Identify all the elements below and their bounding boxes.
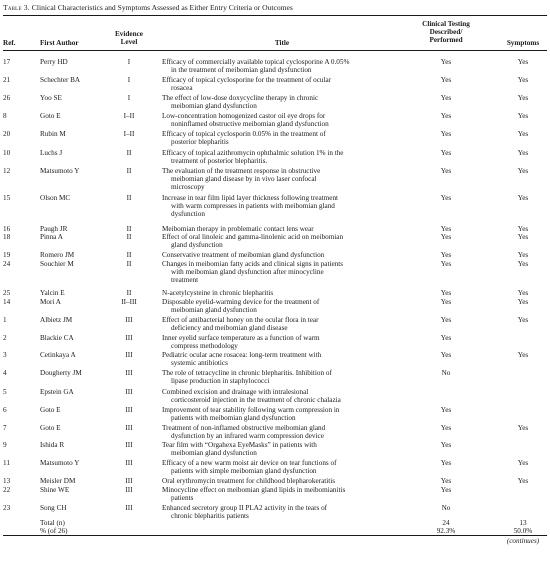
title-line: Increase in tear film lipid layer thickness following treatment (162, 194, 339, 202)
header-clinical-testing (408, 20, 484, 45)
first-author-cell: Blackie CA (40, 334, 74, 342)
title-line: Effect of antibacterial honey on the ocular flora in tear (162, 316, 319, 324)
total-symptoms-count: 13 (519, 519, 527, 527)
title-line: Minocycline effect on meibomian gland lipids in meibomianitis (162, 486, 346, 494)
ref-cell: 12 (3, 167, 11, 175)
title-line: systemic antibiotics (171, 359, 228, 367)
clinical-testing-cell: Yes (440, 316, 452, 324)
first-author-cell: Yalcin E (40, 289, 65, 297)
table-caption (3, 3, 547, 12)
header-clinical-line-1: Clinical Testing (422, 20, 470, 28)
first-author-cell: Goto E (40, 406, 61, 414)
title-line: compress methodology (171, 342, 238, 350)
evidence-level-cell: III (125, 477, 133, 485)
title-cell (162, 251, 410, 259)
title-line: rosacea (171, 84, 193, 92)
first-author-cell: Meisler DM (40, 477, 76, 485)
clinical-testing-cell: Yes (440, 441, 452, 449)
clinical-testing-cell: Yes (440, 289, 452, 297)
title-line: dysfunction (171, 210, 205, 218)
top-rule (3, 15, 547, 16)
evidence-level-cell: II (126, 260, 132, 268)
evidence-level-cell: II (126, 251, 132, 259)
total-label: Total (n) (40, 519, 65, 527)
title-cell (162, 260, 410, 284)
total-clinical-percent: 92.3% (436, 527, 456, 535)
ref-cell: 22 (3, 486, 11, 494)
evidence-level-cell: I (127, 58, 131, 66)
first-author-cell: Goto E (40, 424, 61, 432)
evidence-level-cell: I–II (123, 112, 135, 120)
evidence-level-cell: II (126, 149, 132, 157)
title-line: Meibomian therapy in problematic contact lens wear (162, 225, 314, 233)
first-author-cell: Souchier M (40, 260, 74, 268)
title-line: Treatment of non-inflamed obstructive meibomian gland (162, 424, 326, 432)
title-line: patients with meibomian gland dysfunction (171, 414, 296, 422)
symptoms-cell: Yes (517, 251, 529, 259)
title-line: Effect of oral linoleic and gamma-linolenic acid on meibomian (162, 233, 344, 241)
clinical-testing-cell: Yes (440, 167, 452, 175)
evidence-level-cell: II (126, 289, 132, 297)
title-line: meibomian gland disease by in vivo laser confocal (171, 175, 317, 183)
first-author-cell: Ishida R (40, 441, 65, 449)
title-line: Efficacy of topical cyclosporine for the treatment of ocular (162, 76, 332, 84)
ref-cell: 14 (3, 298, 11, 306)
first-author-cell: Perry HD (40, 58, 68, 66)
clinical-testing-cell: Yes (440, 225, 452, 233)
evidence-level-cell: I–II (123, 130, 135, 138)
clinical-testing-cell: Yes (440, 233, 452, 241)
title-line: Improvement of tear stability following warm compression in (162, 406, 340, 414)
ref-cell: 16 (3, 225, 11, 233)
title-cell (162, 233, 410, 249)
title-line: Tear film with “Orgahexa EyeMasks” in patients with (162, 441, 317, 449)
symptoms-cell: Yes (517, 424, 529, 432)
clinical-testing-cell: Yes (440, 58, 452, 66)
title-line: Efficacy of topical azithromycin ophthalmic solution 1% in the (162, 149, 344, 157)
title-line: patients with simple meibomian gland dysfunction (171, 467, 317, 475)
header-clinical-line-3: Performed (429, 36, 463, 45)
symptoms-cell: Yes (517, 194, 529, 202)
title-cell (162, 149, 410, 165)
ref-cell: 7 (3, 424, 7, 432)
title-line: corticosteroid injection in the treatment of chronic chalazia (171, 396, 341, 404)
title-line: Efficacy of commercially available topical cyclosporine A 0.05% (162, 58, 350, 66)
title-line: treatment of posterior blepharitis. (171, 157, 268, 165)
symptoms-cell: Yes (517, 316, 529, 324)
clinical-testing-cell: Yes (440, 260, 452, 268)
title-line: meibomian gland dysfunction (171, 449, 257, 457)
first-author-cell: Song CH (40, 504, 67, 512)
title-line: treatment (171, 276, 199, 284)
title-cell (162, 424, 410, 440)
continues-note: (continues) (506, 537, 540, 545)
clinical-testing-cell: Yes (440, 351, 452, 359)
symptoms-cell: Yes (517, 477, 529, 485)
ref-cell: 2 (3, 334, 7, 342)
title-line: Disposable eyelid-warming device for the treatment of (162, 298, 320, 306)
evidence-level-cell: II (126, 225, 132, 233)
header-evidence-line-2: Level (120, 38, 138, 47)
title-cell (162, 351, 410, 367)
ref-cell: 15 (3, 194, 11, 202)
title-line: N-acetylcysteine in chronic blepharitis (162, 289, 274, 297)
clinical-testing-cell: Yes (440, 94, 452, 102)
title-cell (162, 194, 410, 218)
title-cell (162, 441, 410, 457)
title-line: Efficacy of a new warm moist air device on tear functions of (162, 459, 337, 467)
title-line: posterior blepharitis (171, 138, 229, 146)
ref-cell: 6 (3, 406, 7, 414)
ref-cell: 5 (3, 388, 7, 396)
header-rule (3, 50, 547, 51)
symptoms-cell: Yes (517, 112, 529, 120)
clinical-testing-cell: Yes (440, 251, 452, 259)
ref-cell: 21 (3, 76, 11, 84)
first-author-cell: Yoo SE (40, 94, 62, 102)
symptoms-cell: Yes (517, 58, 529, 66)
evidence-level-cell: II (126, 194, 132, 202)
percent-label: % (of 26) (40, 527, 68, 535)
evidence-level-cell: III (125, 486, 133, 494)
symptoms-cell: Yes (517, 351, 529, 359)
title-cell (162, 459, 410, 475)
title-cell (162, 58, 410, 74)
clinical-testing-cell: Yes (440, 298, 452, 306)
ref-cell: 18 (3, 233, 11, 241)
header-symptoms: Symptoms (506, 39, 540, 47)
title-line: meibomian gland dysfunction (171, 102, 257, 110)
title-cell (162, 289, 410, 297)
title-cell (162, 76, 410, 92)
evidence-level-cell: III (125, 441, 133, 449)
ref-cell: 8 (3, 112, 7, 120)
clinical-testing-cell: Yes (440, 334, 452, 342)
clinical-testing-cell: No (441, 369, 451, 377)
title-line: gland dysfunction (171, 241, 223, 249)
clinical-testing-cell: Yes (440, 486, 452, 494)
title-line: patients (171, 494, 194, 502)
ref-cell: 25 (3, 289, 11, 297)
clinical-testing-cell: No (441, 504, 451, 512)
title-line: with meibomian gland dysfunction after minocycline (171, 268, 324, 276)
clinical-testing-cell: Yes (440, 459, 452, 467)
table-caption-text: Clinical Characteristics and Symptoms Assessed as Either Entry Criteria or Outcomes (31, 3, 293, 12)
evidence-level-cell: II–III (121, 298, 137, 306)
title-line: Enhanced secretory group II PLA2 activity in the tears of (162, 504, 328, 512)
symptoms-cell: Yes (517, 298, 529, 306)
title-cell (162, 477, 410, 485)
title-line: in the treatment of meibomian gland dysfunction (171, 66, 312, 74)
title-cell (162, 369, 410, 385)
evidence-level-cell: I (127, 94, 131, 102)
symptoms-cell: Yes (517, 167, 529, 175)
evidence-level-cell: III (125, 406, 133, 414)
evidence-level-cell: III (125, 334, 133, 342)
ref-cell: 13 (3, 477, 11, 485)
symptoms-cell: Yes (517, 225, 529, 233)
symptoms-cell: Yes (517, 459, 529, 467)
title-cell (162, 388, 410, 404)
title-cell (162, 167, 410, 191)
evidence-level-cell: III (125, 351, 133, 359)
header-evidence-line-1: Evidence (115, 30, 143, 38)
title-line: deficiency and meibomian gland disease (171, 324, 288, 332)
ref-cell: 20 (3, 130, 11, 138)
header-title: Title (274, 39, 290, 47)
clinical-testing-cell: Yes (440, 112, 452, 120)
evidence-level-cell: III (125, 424, 133, 432)
first-author-cell: Mori A (40, 298, 61, 306)
title-cell (162, 112, 410, 128)
first-author-cell: Pinna A (40, 233, 63, 241)
ref-cell: 19 (3, 251, 11, 259)
title-line: Changes in meibomian fatty acids and clinical signs in patients (162, 260, 344, 268)
title-line: microscopy (171, 183, 205, 191)
ref-cell: 23 (3, 504, 11, 512)
clinical-testing-cell: Yes (440, 130, 452, 138)
total-clinical-count: 24 (442, 519, 450, 527)
header-ref: Ref. (3, 39, 16, 47)
title-line: chronic blepharitis patients (171, 512, 249, 520)
evidence-level-cell: II (126, 233, 132, 241)
evidence-level-cell: III (125, 316, 133, 324)
first-author-cell: Epstein GA (40, 388, 74, 396)
title-line: dysfunction by an infrared warm compression device (171, 432, 324, 440)
clinical-testing-cell: Yes (440, 149, 452, 157)
title-line: Oral erythromycin treatment for childhood blepharokeratitis (162, 477, 336, 485)
ref-cell: 3 (3, 351, 7, 359)
first-author-cell: Matsumoto Y (40, 167, 80, 175)
title-cell (162, 130, 410, 146)
clinical-testing-cell: Yes (440, 76, 452, 84)
title-cell (162, 334, 410, 350)
evidence-level-cell: I (127, 76, 131, 84)
evidence-level-cell: II (126, 167, 132, 175)
first-author-cell: Shine WE (40, 486, 70, 494)
ref-cell: 24 (3, 260, 11, 268)
symptoms-cell: Yes (517, 76, 529, 84)
title-cell (162, 406, 410, 422)
symptoms-cell: Yes (517, 289, 529, 297)
title-cell (162, 504, 410, 520)
title-line: The evaluation of the treatment response in obstructive (162, 167, 321, 175)
first-author-cell: Matsumoto Y (40, 459, 80, 467)
header-first-author: First Author (40, 39, 79, 47)
title-line: with warm compresses in patients with meibomian gland (171, 202, 335, 210)
title-line: Conservative treatment of meibomian gland dysfunction (162, 251, 325, 259)
first-author-cell: Luchs J (40, 149, 63, 157)
title-line: noninflamed obstructive meibomian gland dysfunction (171, 120, 329, 128)
title-line: Efficacy of topical cyclosporin 0.05% in the treatment of (162, 130, 326, 138)
first-author-cell: Rubin M (40, 130, 66, 138)
ref-cell: 26 (3, 94, 11, 102)
first-author-cell: Schechter BA (40, 76, 81, 84)
title-line: The role of tetracycline in chronic blepharitis. Inhibition of (162, 369, 332, 377)
title-line: lipase production in staphylococci (171, 377, 270, 385)
first-author-cell: Goto E (40, 112, 61, 120)
ref-cell: 10 (3, 149, 11, 157)
symptoms-cell: Yes (517, 260, 529, 268)
title-cell (162, 298, 410, 314)
first-author-cell: Olson MC (40, 194, 71, 202)
table-label: Table 3. (3, 3, 30, 12)
title-cell (162, 94, 410, 110)
evidence-level-cell: III (125, 388, 133, 396)
first-author-cell: Dougherty JM (40, 369, 82, 377)
title-line: The effect of low-dose doxycycline therapy in chronic (162, 94, 319, 102)
title-line: Combined excision and drainage with intralesional (162, 388, 309, 396)
title-line: Low-concentration homogenized castor oil eye drops for (162, 112, 326, 120)
symptoms-cell: Yes (517, 233, 529, 241)
first-author-cell: Cetinkaya A (40, 351, 76, 359)
clinical-testing-cell: Yes (440, 424, 452, 432)
ref-cell: 9 (3, 441, 7, 449)
symptoms-cell: Yes (517, 130, 529, 138)
symptoms-cell: Yes (517, 149, 529, 157)
first-author-cell: Albietz JM (40, 316, 73, 324)
title-line: Inner eyelid surface temperature as a function of warm (162, 334, 320, 342)
evidence-level-cell: III (125, 459, 133, 467)
clinical-testing-cell: Yes (440, 406, 452, 414)
ref-cell: 1 (3, 316, 7, 324)
ref-cell: 11 (3, 459, 10, 467)
evidence-level-cell: III (125, 369, 133, 377)
title-cell (162, 316, 410, 332)
ref-cell: 4 (3, 369, 7, 377)
evidence-level-cell: III (125, 504, 133, 512)
clinical-testing-cell: Yes (440, 194, 452, 202)
header-clinical-line-2: Described/ (429, 28, 463, 37)
title-line: meibomian gland dysfunction (171, 306, 257, 314)
clinical-testing-cell: Yes (440, 477, 452, 485)
ref-cell: 17 (3, 58, 11, 66)
title-cell (162, 225, 410, 233)
first-author-cell: Paugh JR (40, 225, 68, 233)
bottom-rule (3, 535, 547, 536)
title-cell (162, 486, 410, 502)
symptoms-cell: Yes (517, 94, 529, 102)
first-author-cell: Romero JM (40, 251, 75, 259)
header-evidence-level (104, 30, 154, 46)
title-line: Pediatric ocular acne rosacea: long-term treatment with (162, 351, 322, 359)
total-symptoms-percent: 50.0% (513, 527, 533, 535)
